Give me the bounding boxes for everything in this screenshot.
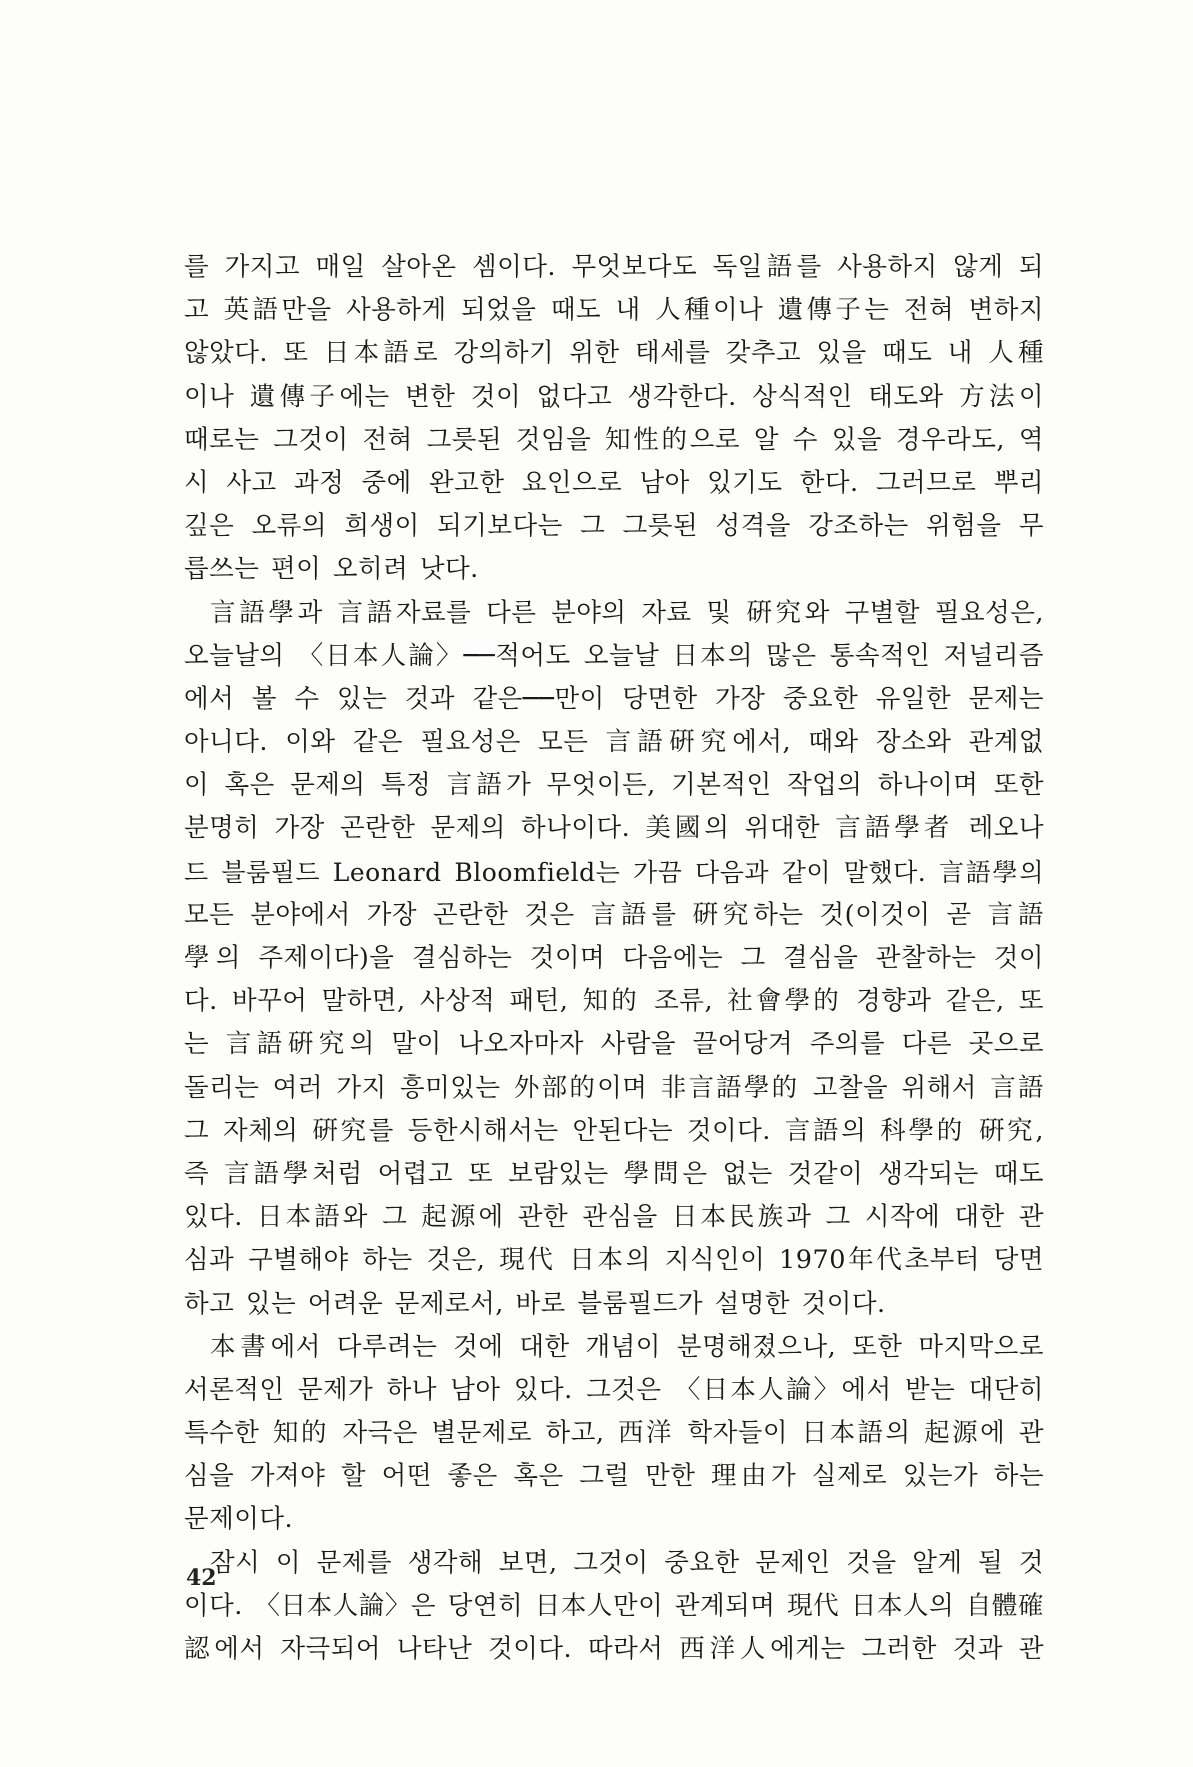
text-line: 특수한 知的 자극은 별문제로 하고, 西洋 학자들이 日本語의 起源에 관 xyxy=(184,1418,1044,1449)
text-line: 드 블룸필드 Leonard Bloomfield는 가끔 다음과 같이 말했다. 言語學의 xyxy=(184,857,1044,887)
text-line: 는 言語硏究의 말이 나오자마자 사람을 끌어당겨 주의를 다른 곳으로 xyxy=(184,1029,1044,1060)
text-line: 모든 분야에서 가장 곤란한 것은 言語를 硏究하는 것(이것이 곧 言語 xyxy=(184,899,1044,930)
text-line: 심을 가져야 할 어떤 좋은 혹은 그럴 만한 理由가 실제로 있는가 하는 xyxy=(184,1461,1044,1492)
text-line: 이다. 〈日本人論〉은 당연히 日本人만이 관계되며 現代 日本人의 自體確 xyxy=(184,1590,1044,1621)
text-line: 本書에서 다루려는 것에 대한 개념이 분명해졌으나, 또한 마지막으로 xyxy=(210,1331,1044,1362)
text-line: 하고 있는 어려운 문제로서, 바로 블룸필드가 설명한 것이다. xyxy=(184,1288,886,1319)
text-line: 고 英語만을 사용하게 되었을 때도 내 人種이나 遺傳子는 전혀 변하지 xyxy=(184,295,1044,326)
text-line: 깊은 오류의 희생이 되기보다는 그 그릇된 성격을 강조하는 위험을 무 xyxy=(184,511,1044,542)
text-line: 認에서 자극되어 나타난 것이다. 따라서 西洋人에게는 그러한 것과 관 xyxy=(184,1634,1044,1664)
text-line: 아니다. 이와 같은 필요성은 모든 言語硏究에서, 때와 장소와 관계없 xyxy=(184,727,1044,758)
text-line: 시 사고 과정 중에 완고한 요인으로 남아 있기도 한다. 그러므로 뿌리 xyxy=(184,467,1044,498)
text-line: 문제이다. xyxy=(184,1504,294,1535)
text-line: 다. 바꾸어 말하면, 사상적 패턴, 知的 조류, 社會學的 경향과 같은, 또 xyxy=(184,986,1044,1017)
text-line: 않았다. 또 日本語로 강의하기 위한 태세를 갖추고 있을 때도 내 人種 xyxy=(184,338,1044,369)
page-number: 42 xyxy=(186,1565,217,1591)
text-line: 에서 볼 수 있는 것과 같은──만이 당면한 가장 중요한 유일한 문제는 xyxy=(184,683,1044,714)
text-line: 그 자체의 硏究를 등한시해서는 안된다는 것이다. 言語의 科學的 硏究, xyxy=(184,1115,1044,1146)
text-line: 잠시 이 문제를 생각해 보면, 그것이 중요한 문제인 것을 알게 될 것 xyxy=(210,1547,1044,1578)
text-line: 분명히 가장 곤란한 문제의 하나이다. 美國의 위대한 言語學者 레오나 xyxy=(184,813,1044,844)
text-line: 있다. 日本語와 그 起源에 관한 관심을 日本民族과 그 시작에 대한 관 xyxy=(184,1202,1044,1233)
text-line: 이 혹은 문제의 특정 言語가 무엇이든, 기본적인 작업의 하나이며 또한 xyxy=(184,770,1044,801)
text-line: 學의 주제이다)을 결심하는 것이며 다음에는 그 결심을 관찰하는 것이 xyxy=(184,943,1044,973)
body-text xyxy=(184,246,1044,1671)
text-line: 言語學과 言語자료를 다른 분야의 자료 및 硏究와 구별할 필요성은, xyxy=(210,597,1044,628)
text-line: 릅쓰는 편이 오히려 낫다. xyxy=(184,554,479,585)
text-line: 즉 言語學처럼 어렵고 또 보람있는 學問은 없는 것같이 생각되는 때도 xyxy=(184,1158,1044,1189)
text-line: 를 가지고 매일 살아온 셈이다. 무엇보다도 독일語를 사용하지 않게 되 xyxy=(184,252,1044,282)
text-line: 서론적인 문제가 하나 남아 있다. 그것은 〈日本人論〉에서 받는 대단히 xyxy=(184,1374,1044,1405)
text-line: 심과 구별해야 하는 것은, 現代 日本의 지식인이 1970年代초부터 당면 xyxy=(184,1245,1044,1276)
text-line: 돌리는 여러 가지 흥미있는 外部的이며 非言語學的 고찰을 위해서 言語 xyxy=(184,1072,1044,1103)
text-line: 이나 遺傳子에는 변한 것이 없다고 생각한다. 상식적인 태도와 方法이 xyxy=(184,381,1044,412)
text-line: 때로는 그것이 전혀 그릇된 것임을 知性的으로 알 수 있을 경우라도, 역 xyxy=(184,424,1044,455)
text-line: 오늘날의 〈日本人論〉──적어도 오늘날 日本의 많은 통속적인 저널리즘 xyxy=(184,640,1044,671)
